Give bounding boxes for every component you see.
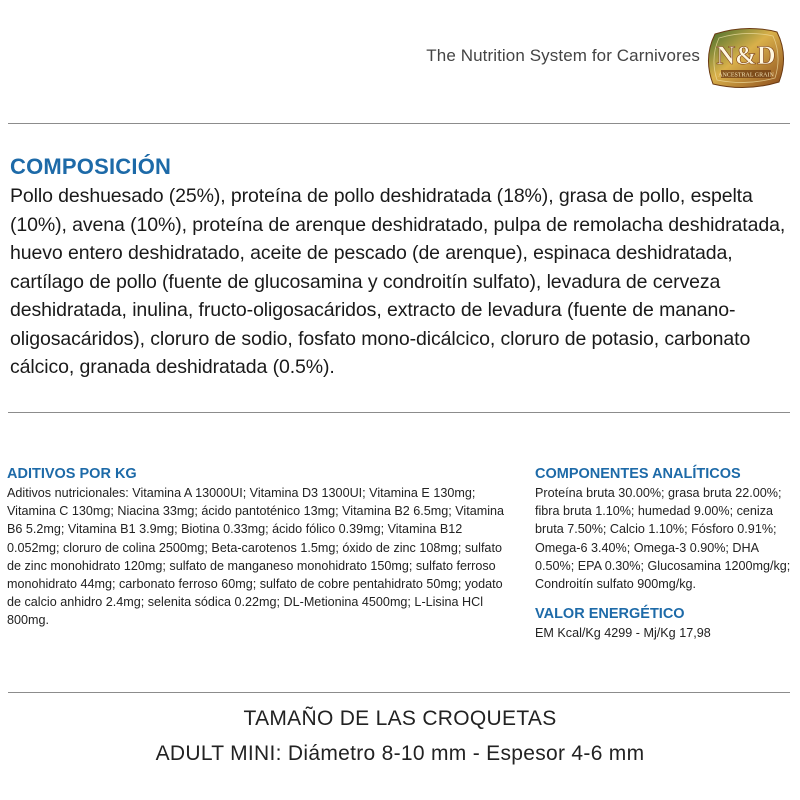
divider: [8, 123, 790, 124]
composition-section: [10, 152, 795, 382]
divider: [8, 412, 790, 413]
additives-title: ADITIVOS POR KG: [7, 466, 137, 482]
composition-title: COMPOSICIÓN: [10, 154, 172, 179]
composition-text: Pollo deshuesado (25%), proteína de pollo deshidratada (18%), grasa de pollo, espelta (10%), avena (10%), proteína de arenque deshidratado, pulpa de remolacha deshidratada, huevo entero deshidratado, aceite de pescado (de arenque), espinaca deshidratada, cartílago de pollo (fuente de glucosamina y condroitín sulfato), levadura de cerveza deshidratada, inulina, fructo-oligosacáridos, extracto de levadura (fuente de manano-oligosacáridos), cloruro de sodio, fosfato mono-dicálcico, cloruro de potasio, carbonato cálcico, granada deshidratada (0.5%).: [10, 185, 786, 378]
analytical-section: [535, 464, 797, 642]
brand-tagline: The Nutrition System for Carnivores: [426, 46, 700, 65]
analytical-text: Proteína bruta 30.00%; grasa bruta 22.00%; fibra bruta 1.10%; humedad 9.00%; ceniza bruta 7.50%; Calcio 1.10%; Fósforo 0.91%; Omega-6 3.40%; Omega-3 0.90%; DHA 0.50%; EPA 0.30%; Glucosamina 1200mg/kg; Condroitín sulfato 900mg/kg.: [535, 486, 791, 592]
svg-text:ANCESTRAL GRAIN: ANCESTRAL GRAIN: [718, 72, 774, 79]
energy-text: EM Kcal/Kg 4299 - Mj/Kg 17,98: [535, 626, 711, 641]
additives-text: Aditivos nutricionales: Vitamina A 13000UI; Vitamina D3 1300UI; Vitamina E 130mg; Vitamina C 130mg; Niacina 33mg; ácido pantoténico 13mg; Vitamina B2 6.5mg; Vitamina B6 5.2mg; Vitamina B1 3.9mg; Biotina 0.33mg; ácido fólico 0.39mg; Vitamina B12 0.052mg; cloruro de colina 2500mg; Beta-carotenos 1.5mg; óxido de zinc 108mg; sulfato de zinc monohidrato 120mg; sulfato de manganeso monohidrato 150mg; sulfato ferroso monohidrato 44mg; carbonato ferroso 60mg; sulfato de cobre pentahidrato 50mg; yodato de calcio anhidro 2.4mg; selenita sódica 0.22mg; DL-Metionina 4500mg; L-Lisina HCl 800mg.: [7, 486, 505, 628]
additives-section: [7, 464, 507, 630]
brand-logo: [705, 26, 787, 90]
kibble-detail: ADULT MINI: Diámetro 8-10 mm - Espesor 4-6 mm: [155, 742, 645, 765]
svg-text:N&D: N&D: [716, 41, 776, 70]
energy-title: VALOR ENERGÉTICO: [535, 606, 685, 623]
kibble-title: TAMAÑO DE LAS CROQUETAS: [243, 707, 557, 730]
divider: [8, 692, 790, 693]
kibble-size-section: [0, 702, 800, 772]
analytical-title: COMPONENTES ANALÍTICOS: [535, 466, 741, 482]
page-header: [0, 0, 800, 120]
